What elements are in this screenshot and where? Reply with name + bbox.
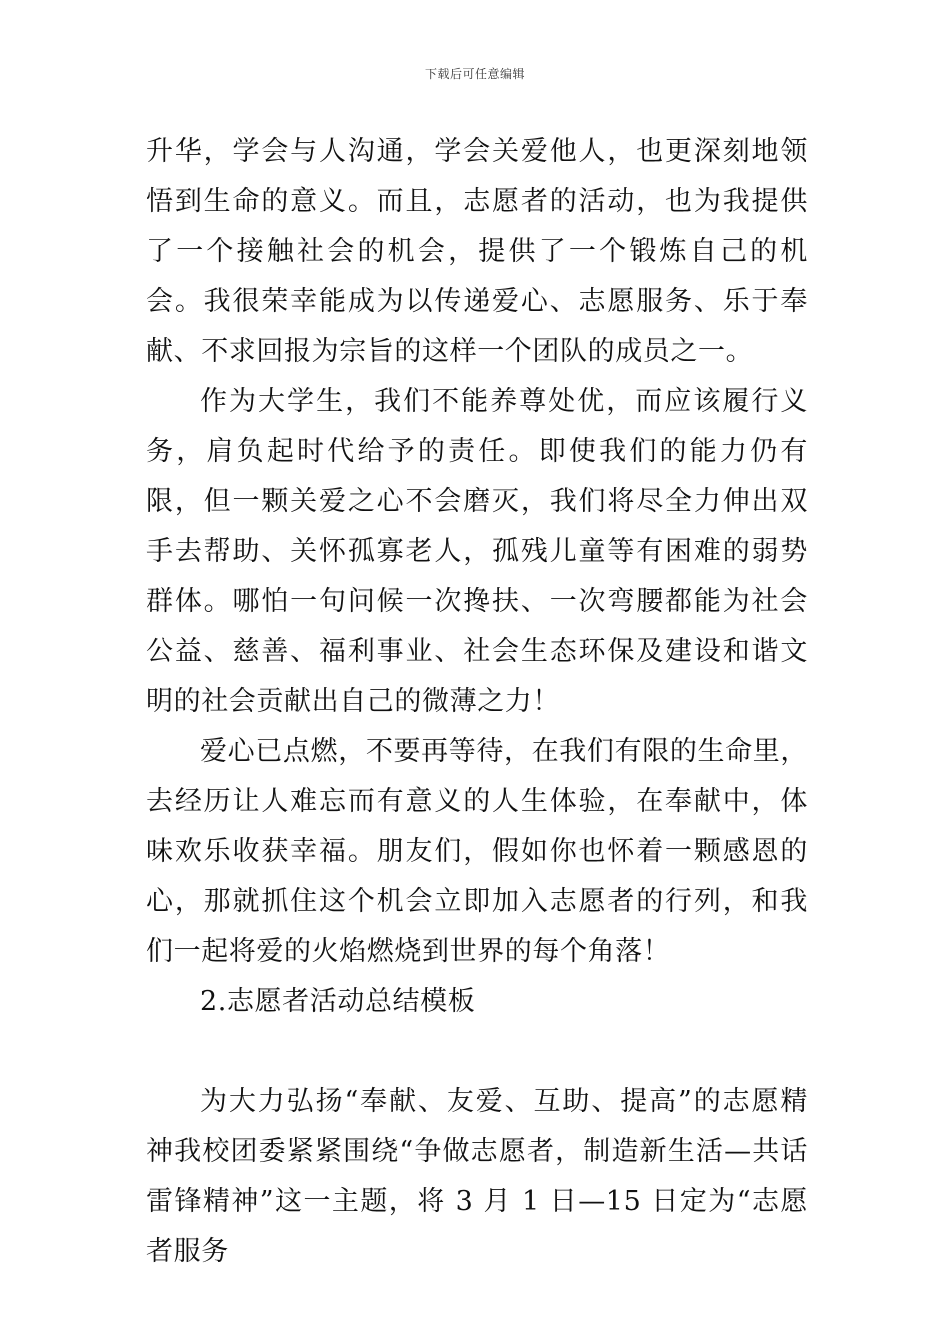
blank-line xyxy=(146,1027,808,1077)
paragraph-continuation: 升华，学会与人沟通，学会关爱他人，也更深刻地领悟到生命的意义。而且，志愿者的活动，也为我提供了一个接触社会的机会，提供了一个锻炼自己的机会。我很荣幸能成为以传递爱心、志愿服务、乐于奉献、不求回报为宗旨的这样一个团队的成员之一。 xyxy=(146,136,808,367)
paragraph-college-students: 作为大学生，我们不能养尊处优，而应该履行义务，肩负起时代给予的责任。即使我们的能力仍有限，但一颗关爱之心不会磨灭，我们将尽全力伸出双手去帮助、关怀孤寡老人，孤残儿童等有困难的弱势群体。哪怕一句问候一次搀扶、一次弯腰都能为社会公益、慈善、福利事业、社会生态环保及建设和谐文明的社会贡献出自己的微薄之力！ xyxy=(146,386,808,717)
page-header: 下载后可任意编辑 xyxy=(424,67,525,81)
section-heading: 2.志愿者活动总结模板 xyxy=(200,986,476,1017)
paragraph-volunteer-spirit: 为大力弘扬“奉献、友爱、互助、提高”的志愿精神我校团委紧紧围绕“争做志愿者，制造新生活—共话雷锋精神”这一主题，将 3 月 1 日—15 日定为“志愿者服务 xyxy=(146,1086,808,1267)
document-body xyxy=(146,127,808,1277)
paragraph-love-ignited: 爱心已点燃，不要再等待，在我们有限的生命里，去经历让人难忘而有意义的人生体验，在奉献中，体味欢乐收获幸福。朋友们，假如你也怀着一颗感恩的心，那就抓住这个机会立即加入志愿者的行列，和我们一起将爱的火焰燃烧到世界的每个角落！ xyxy=(146,736,808,967)
